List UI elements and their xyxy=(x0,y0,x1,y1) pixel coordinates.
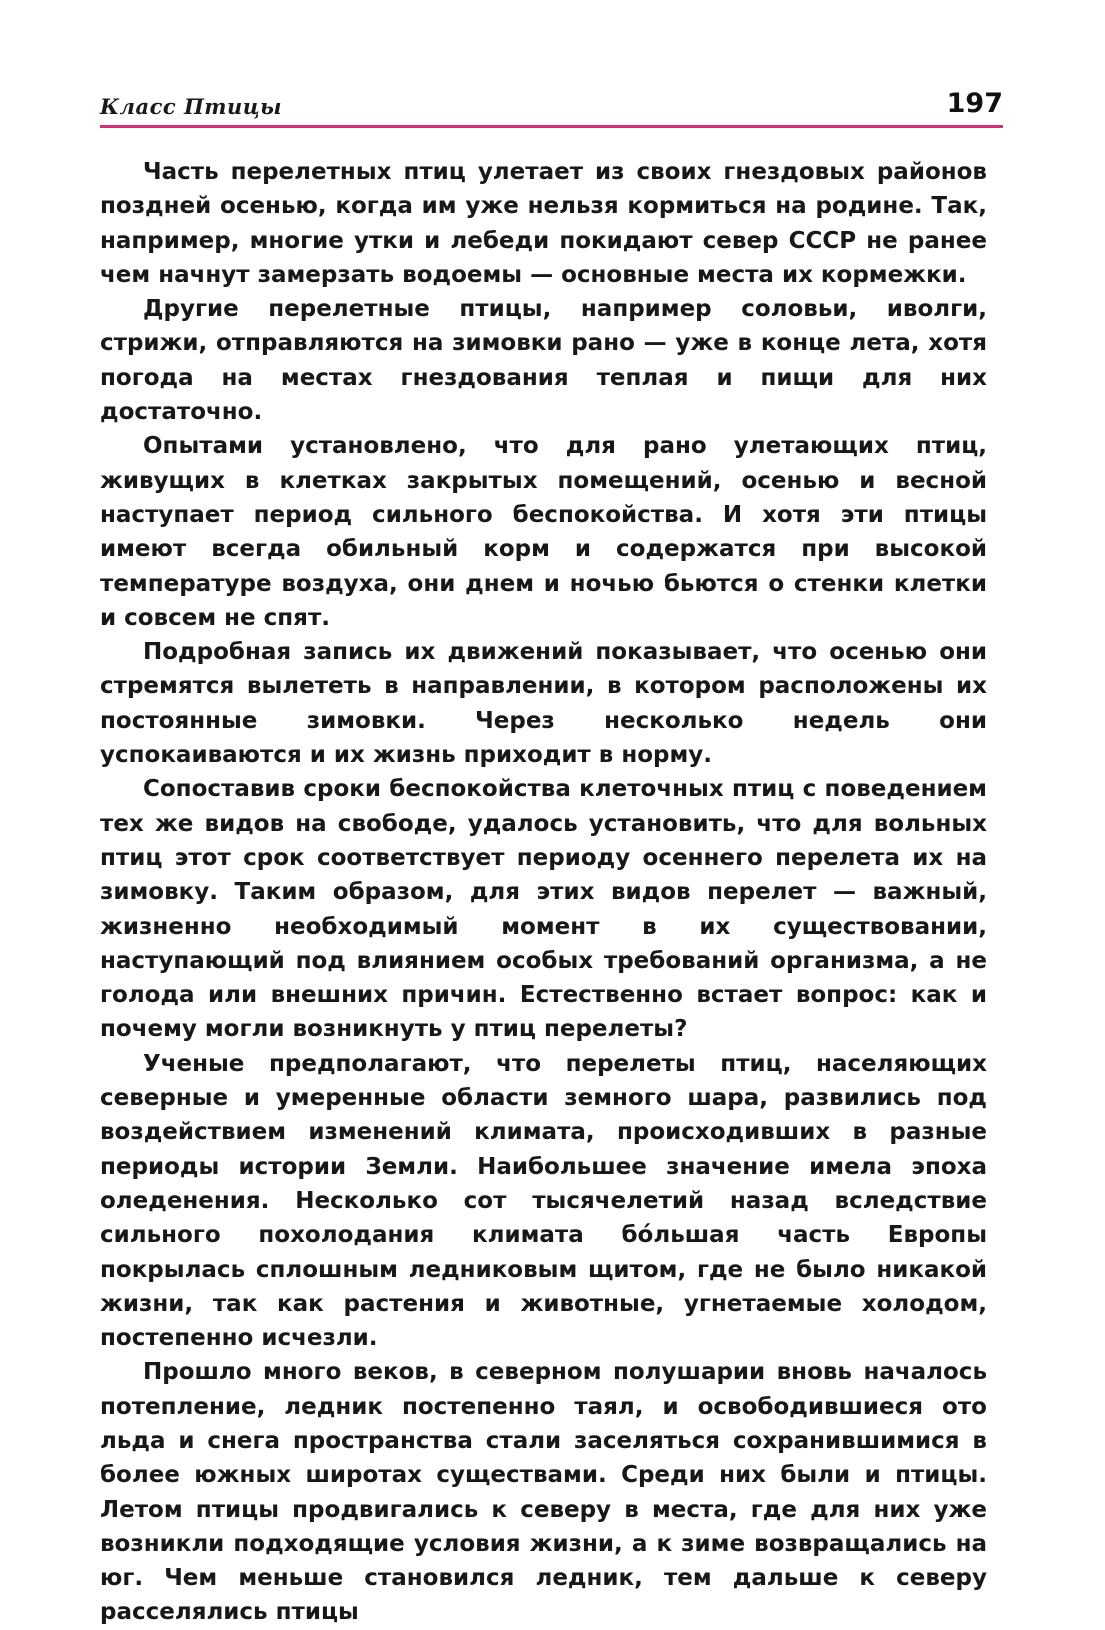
paragraph: Прошло много веков, в северном полушарии вновь началось потепление, ледник постепенно таял, и освободившиеся ото льда и снега пространства стали заселяться сохранившимися в более южных широтах существами. Среди них были и птицы. Летом птицы продвигались к северу в места, где для них уже возникли подходящие условия жизни, а к зиме возвращались на юг. Чем меньше становился ледник, тем дальше к северу расселялись птицы xyxy=(100,1359,987,1626)
running-head xyxy=(100,86,1003,126)
section-title: Класс Птицы xyxy=(100,94,283,119)
paragraph: Другие перелетные птицы, например соловьи, иволги, стрижи, отправляются на зимовки рано — уже в конце лета, хотя погода на местах гнездования теплая и пищи для них достаточно. xyxy=(100,296,987,426)
paragraph: Сопоставив сроки беспокойства клеточных птиц с поведением тех же видов на свободе, удалось установить, что для вольных птиц этот срок соответствует периоду осеннего перелета их на зимовку. Таким образом, для этих видов перелет — важный, жизненно необходимый момент в их существовании, наступающий под влиянием особых требований организма, а не голода или внешних причин. Естественно встает вопрос: как и почему могли возникнуть у птиц перелеты? xyxy=(100,776,987,1043)
paragraph: Ученые предполагают, что перелеты птиц, населяющих северные и умеренные области земного шара, развились под воздействием изменений климата, происходивших в разные периоды истории Земли. Наибольшее значение имела эпоха оледенения. Несколько сот тысячелетий назад вследствие сильного похолодания климата бóльшая часть Европы покрылась сплошным ледниковым щитом, где не было никакой жизни, так как растения и животные, угнетаемые холодом, постепенно исчезли. xyxy=(100,1050,987,1352)
paragraph: Опытами установлено, что для рано улетающих птиц, живущих в клетках закрытых помещений, осенью и весной наступает период сильного беспокойства. И хотя эти птицы имеют всегда обильный корм и содержатся при высокой температуре воздуха, они днем и ночью бьются о стенки клетки и совсем не спят. xyxy=(100,433,987,631)
paragraph: Подробная запись их движений показывает, что осенью они стремятся вылететь в направлении, в котором расположены их постоянные зимовки. Через несколько недель они успокаиваются и их жизнь приходит в норму. xyxy=(100,639,987,769)
header-rule xyxy=(100,125,1003,128)
body-text xyxy=(100,155,987,1630)
paragraph: Часть перелетных птиц улетает из своих гнездовых районов поздней осенью, когда им уже нельзя кормиться на родине. Так, например, многие утки и лебеди покидают север СССР не ранее чем начнут замерзать водоемы — основные места их кормежки. xyxy=(100,159,987,288)
page-number: 197 xyxy=(946,88,1003,119)
